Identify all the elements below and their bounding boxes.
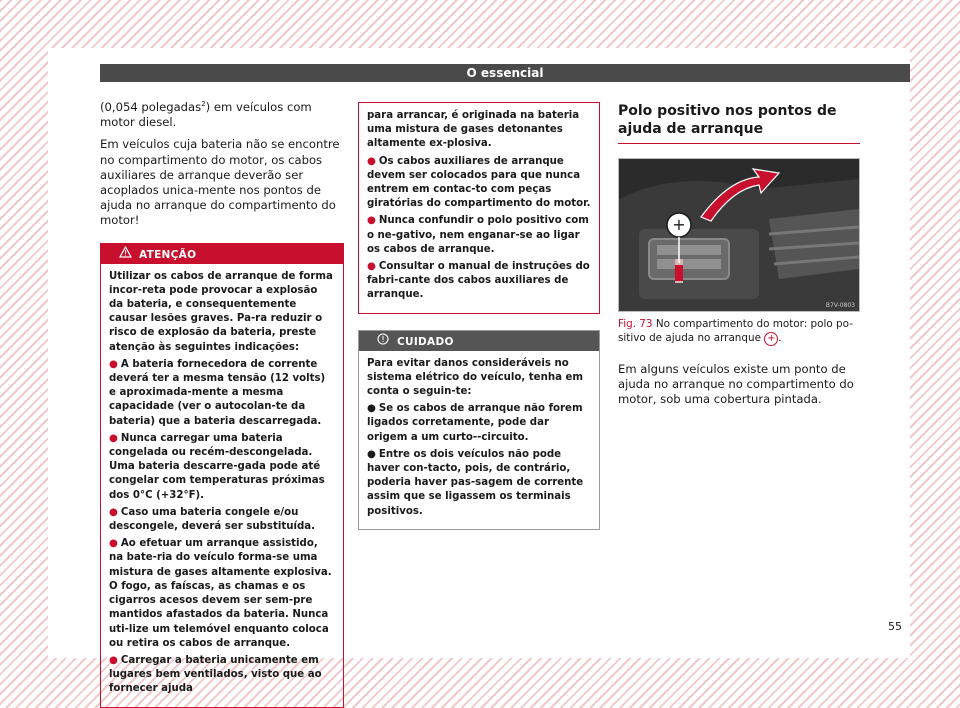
bullet-icon: ● <box>367 215 376 227</box>
caution-box <box>358 330 600 530</box>
section-body: Em alguns veículos existe um ponto de ajuda no arranque no compartimento do motor, sob uma cobertura pintada. <box>618 361 854 406</box>
engine-compartment-figure <box>618 158 860 312</box>
column-right <box>618 102 860 414</box>
bullet-icon: ● <box>109 538 118 550</box>
plus-symbol: + <box>764 332 778 346</box>
figure-label: Fig. 73 <box>618 318 653 330</box>
paragraph-2: Em veículos cuja bateria não se encontre no compartimento do motor, os cabos auxiliares de arranque deverão ser acoplados unica-mente nos pontos de ajuda no arranque do compartimento do motor! <box>100 137 340 228</box>
bullet-icon: ● <box>367 403 376 415</box>
caution-intro: Para evitar danos consideráveis no sistema elétrico do veículo, tenha em conta o seguin-te: <box>367 357 584 398</box>
caution-item: ● Entre os dois veículos não pode haver con-tacto, pois, de contrário, poderia haver pas-sagem de corrente assim que se ligassem os terminais positivos. <box>367 448 584 517</box>
bullet-icon: ● <box>367 155 376 167</box>
page-header: O essencial <box>100 64 910 82</box>
page-number: 55 <box>888 620 902 633</box>
warning-item: ● Carregar a bateria unicamente em lugares bem ventilados, visto que ao fornecer ajuda <box>109 654 322 695</box>
warning-continued-text: para arrancar, é originada na bateria uma mistura de gases detonantes altamente ex-plosiva. <box>367 110 580 150</box>
warning-continued-body <box>359 103 599 313</box>
column-middle <box>358 102 600 530</box>
paragraph-1: (0,054 polegadas$^2$) em veículos com motor diesel. <box>100 100 312 130</box>
bullet-icon: ● <box>109 432 118 444</box>
column-left <box>100 100 344 708</box>
info-circle-icon <box>377 331 391 351</box>
warning-title: ATENÇÃO <box>139 248 197 261</box>
svg-text:+: + <box>672 215 686 234</box>
warning-item: ● Ao efetuar um arranque assistido, na bate-ria do veículo forma-se uma mistura de gases altamente explosiva. O fogo, as faíscas, as chamas e os cigarros acesos devem ser sem-pre mantidos afastados da bateria. Nunca uti-lize um telemóvel enquanto coloca ou retira os cabos de arranque. <box>109 538 332 649</box>
engine-illustration <box>619 159 859 311</box>
page <box>48 48 910 695</box>
paragraph-1-rest: ) em veículos com motor diesel. <box>100 100 312 130</box>
caption-text: No compartimento do motor: polo po-sitivo de ajuda no arranque <box>618 318 853 344</box>
caption-end: . <box>778 331 782 344</box>
warning-triangle-icon <box>119 244 133 264</box>
section-title: Polo positivo nos pontos de ajuda de arranque <box>618 102 860 144</box>
warning-item: ● Consultar o manual de instruções do fabri-cante dos cabos auxiliares de arranque. <box>367 261 590 301</box>
warning-box-continued <box>358 102 600 314</box>
caution-body <box>359 351 599 529</box>
warning-item: ● Os cabos auxiliares de arranque devem ser colocados para que nunca entrem em contac-to com peças giratórias do compartimento do motor. <box>367 155 591 210</box>
bullet-icon: ● <box>109 358 118 370</box>
bullet-icon: ● <box>109 506 118 518</box>
warning-box <box>100 243 344 708</box>
warning-item: ● A bateria fornecedora de corrente deverá ter a mesma tensão (12 volts) e aproximada-mente a mesma capacidade (ver o autocolan-te da bateria) que a bateria descarregada. <box>109 358 326 427</box>
warning-item: ● Nunca carregar uma bateria congelada ou recém-descongelada. Uma bateria descarre-gada pode até congelar com temperaturas próximas dos 0°C (+32°F). <box>109 432 325 501</box>
warning-item: ● Nunca confundir o polo positivo com o ne-gativo, nem enganar-se ao ligar os cabos de arranque. <box>367 215 589 255</box>
caution-header <box>359 331 599 351</box>
bullet-icon: ● <box>367 448 376 460</box>
warning-body <box>101 264 343 707</box>
warning-item: ● Caso uma bateria congele e/ou descongele, deverá ser substituída. <box>109 506 316 533</box>
bullet-icon: ● <box>109 654 118 666</box>
figure-caption <box>618 318 860 346</box>
bullet-icon: ● <box>367 261 376 273</box>
warning-header <box>101 244 343 264</box>
caution-title: CUIDADO <box>397 335 454 348</box>
figure-code: B7V-0803 <box>825 302 855 309</box>
caution-item: ● Se os cabos de arranque não forem ligados corretamente, pode dar origem a um curto--circuito. <box>367 403 583 443</box>
footnote-ref[interactable]: 2 <box>201 100 206 109</box>
warning-intro: Utilizar os cabos de arranque de forma incor-reta pode provocar a explosão da bateria, e consequentemente causar lesões graves. Pa-ra reduzir o risco de explosão da bateria, preste atenção às seguintes indicações: <box>109 270 333 353</box>
